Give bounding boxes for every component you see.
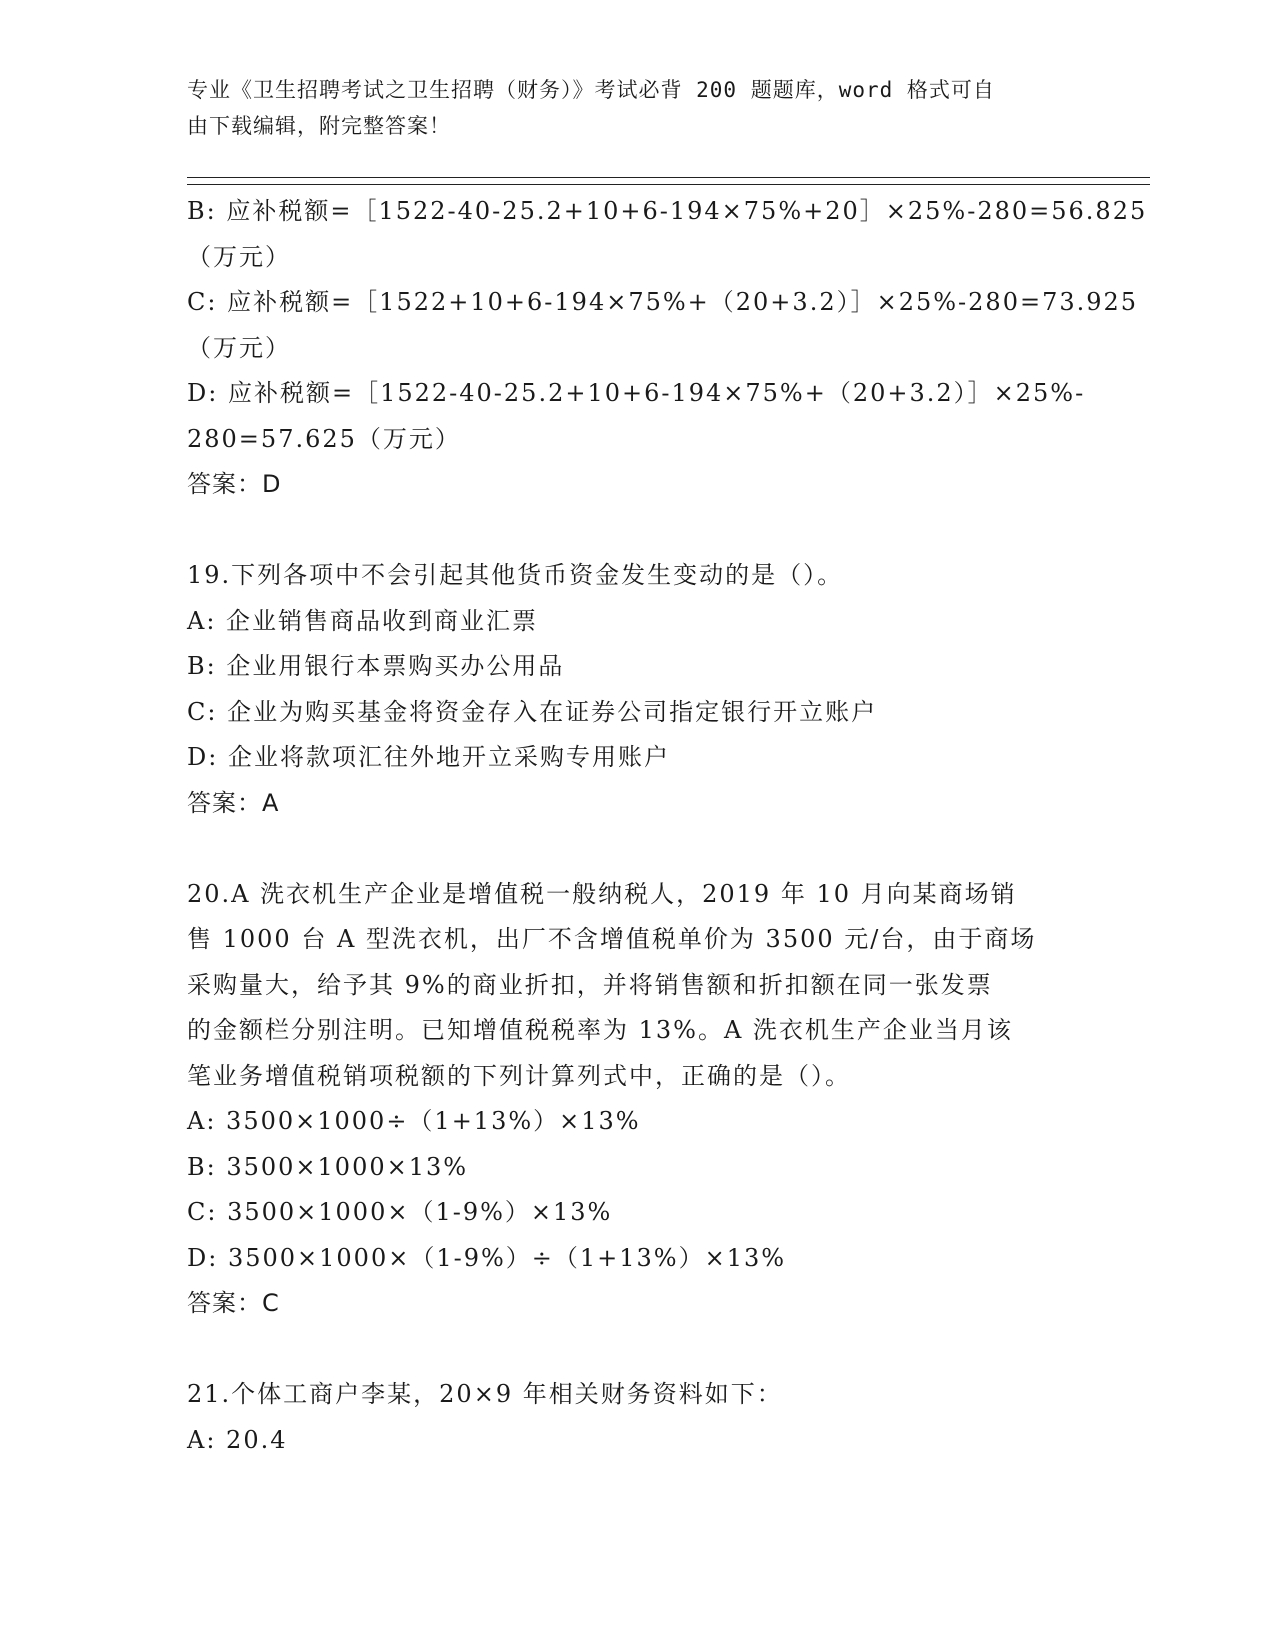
question-20 (187, 872, 1087, 1327)
question-18-tail (187, 189, 1148, 508)
option-c: C: 企业为购买基金将资金存入在证券公司指定银行开立账户 (187, 697, 878, 726)
question-stem-line-5: 笔业务增值税销项税额的下列计算列式中，正确的是（）。 (187, 1061, 851, 1090)
spacer (187, 508, 1087, 554)
header-divider-bottom (187, 184, 1150, 185)
question-stem-line-3: 采购量大，给予其 9%的商业折扣，并将销售额和折扣额在同一张发票 (187, 970, 993, 999)
option-b-line-2: （万元） (187, 242, 291, 271)
answer-line: 答案：D (187, 470, 282, 498)
option-b: B: 企业用银行本票购买办公用品 (187, 652, 565, 680)
option-a: A: 企业销售商品收到商业汇票 (187, 606, 539, 635)
option-c-line-1: C: 应补税额=［1522+10+6-194×75%+（20+3.2）］×25%-280=73.925 (187, 288, 1139, 316)
answer-line: 答案：A (187, 788, 280, 817)
option-d: D: 3500×1000×（1-9%）÷（1+13%）×13% (187, 1243, 787, 1272)
spacer (187, 1327, 1087, 1373)
option-a: A: 20.4 (187, 1425, 288, 1454)
answer-line: 答案：C (187, 1289, 280, 1317)
option-d-line-2: 280=57.625（万元） (187, 424, 461, 453)
header-line-2: 由下载编辑，附完整答案！ (187, 114, 451, 138)
question-content (187, 189, 1148, 1463)
option-b: B: 3500×1000×13% (187, 1152, 469, 1181)
option-c: C: 3500×1000×（1-9%）×13% (187, 1198, 613, 1226)
question-21 (187, 1372, 1087, 1463)
header-line-1: 专业《卫生招聘考试之卫生招聘（财务）》考试必背 200 题题库，word 格式可自 (187, 78, 995, 102)
question-stem-line-2: 售 1000 台 A 型洗衣机，出厂不含增值税单价为 3500 元/台，由于商场 (187, 925, 1037, 953)
question-19 (187, 553, 1087, 826)
option-b-line-1: B: 应补税额=［1522-40-25.2+10+6-194×75%+20］×25%-280=56.825 (187, 197, 1148, 225)
option-c-line-2: （万元） (187, 333, 291, 362)
spacer (187, 826, 1087, 872)
option-a: A: 3500×1000÷（1+13%）×13% (187, 1107, 641, 1135)
question-stem: 21.个体工商户李某，20×9 年相关财务资料如下： (187, 1380, 783, 1408)
option-d: D: 企业将款项汇往外地开立采购专用账户 (187, 743, 670, 771)
header-divider-top (187, 177, 1150, 178)
question-stem: 19.下列各项中不会引起其他货币资金发生变动的是（）。 (187, 561, 844, 589)
question-stem-line-4: 的金额栏分别注明。已知增值税税率为 13%。A 洗衣机生产企业当月该 (187, 1016, 1013, 1044)
option-d-line-1: D: 应补税额=［1522-40-25.2+10+6-194×75%+（20+3.2）］×25%- (187, 379, 1086, 407)
document-header (187, 72, 1067, 144)
question-stem-line-1: 20.A 洗衣机生产企业是增值税一般纳税人，2019 年 10 月向某商场销 (187, 879, 1017, 908)
